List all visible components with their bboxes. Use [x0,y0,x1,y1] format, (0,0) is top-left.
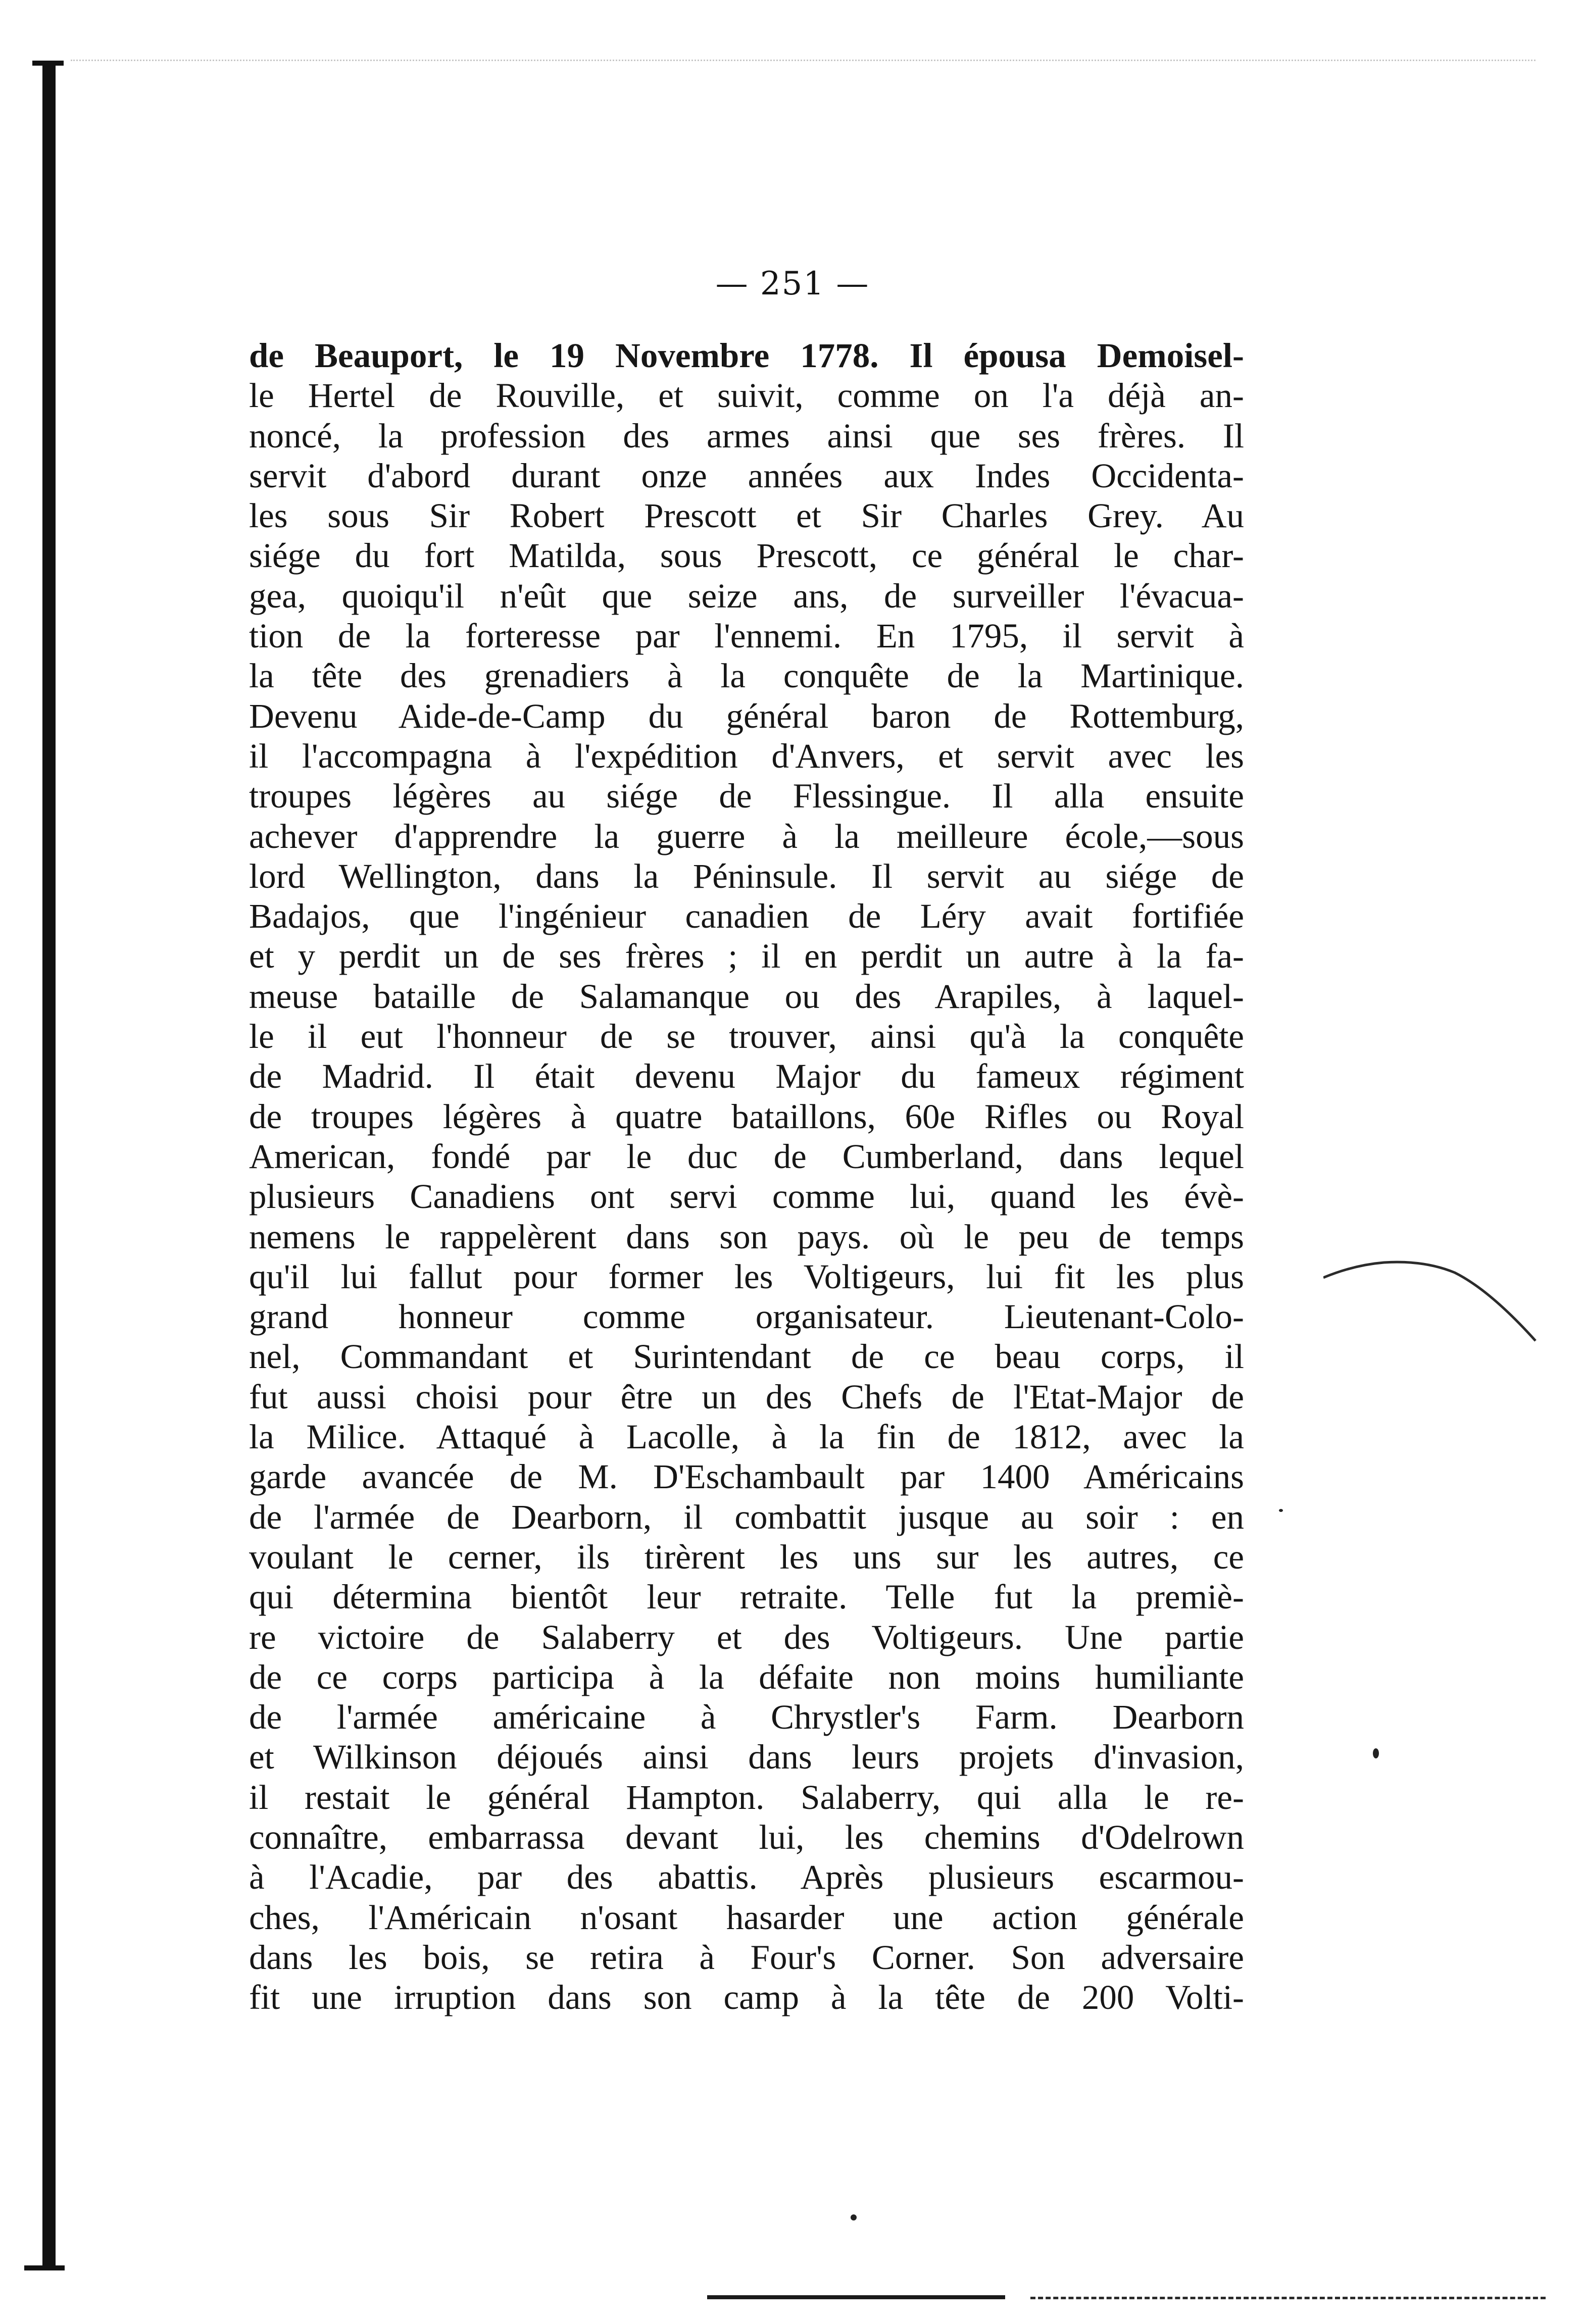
text-line: de troupes légères à quatre bataillons, 60e Rifles ou Royal [249,1097,1244,1136]
binding-tick-top [32,61,64,66]
text-line: de ce corps participa à la défaite non moins humiliante [249,1657,1244,1696]
text-line: garde avancée de M. D'Eschambault par 1400 Américains [249,1457,1244,1496]
text-line: nemens le rappelèrent dans son pays. où le peu de temps [249,1217,1244,1256]
text-line: achever d'apprendre la guerre à la meilleure école,—sous [249,817,1244,855]
text-line: ches, l'Américain n'osant hasarder une action générale [249,1898,1244,1937]
text-line: gea, quoiqu'il n'eût que seize ans, de surveiller l'évacua- [249,576,1244,615]
margin-pen-stroke [1323,1242,1546,1353]
text-line: grand honneur comme organisateur. Lieutenant-Colo- [249,1297,1244,1336]
text-line: fit une irruption dans son camp à la tête de 200 Volti- [249,1978,1244,2017]
stray-mark [1373,1748,1379,1758]
top-scan-noise [71,60,1536,63]
text-line: la Milice. Attaqué à Lacolle, à la fin de 1812, avec la [249,1418,1244,1456]
body-text [249,336,1244,2017]
stray-mark [1279,1509,1283,1512]
text-line: dans les bois, se retira à Four's Corner. Son adversaire [249,1938,1244,1977]
text-line: servit d'abord durant onze années aux Indes Occidenta- [249,456,1244,495]
text-line: qu'il lui fallut pour former les Voltigeurs, lui fit les plus [249,1257,1244,1296]
text-line: Devenu Aide-de-Camp du général baron de Rottemburg, [249,696,1244,735]
text-line: nel, Commandant et Surintendant de ce beau corps, il [249,1337,1244,1376]
text-line: il restait le général Hampton. Salaberry, qui alla le re- [249,1778,1244,1816]
text-line: siége du fort Matilda, sous Prescott, ce général le char- [249,536,1244,575]
text-line: de Beauport, le 19 Novembre 1778. Il épousa Demoisel- [249,336,1244,375]
text-line: meuse bataille de Salamanque ou des Arapiles, à laquel- [249,977,1244,1016]
text-line: fut aussi choisi pour être un des Chefs de l'Etat-Major de [249,1377,1244,1416]
text-line: à l'Acadie, par des abattis. Après plusieurs escarmou- [249,1858,1244,1897]
binding-tick-bottom [24,2265,65,2270]
text-line: lord Wellington, dans la Péninsule. Il servit au siége de [249,856,1244,895]
text-line: et Wilkinson déjoués ainsi dans leurs projets d'invasion, [249,1738,1244,1777]
text-line: American, fondé par le duc de Cumberland, dans lequel [249,1137,1244,1176]
text-line: les sous Sir Robert Prescott et Sir Charles Grey. Au [249,496,1244,535]
text-line: voulant le cerner, ils tirèrent les uns sur les autres, ce [249,1537,1244,1576]
text-line: troupes légères au siége de Flessingue. Il alla ensuite [249,777,1244,816]
text-line: connaître, embarrassa devant lui, les chemins d'Odelrown [249,1817,1244,1856]
text-line: il l'accompagna à l'expédition d'Anvers, et servit avec les [249,736,1244,775]
text-line: qui détermina bientôt leur retraite. Telle fut la premiè- [249,1578,1244,1616]
text-line: de l'armée de Dearborn, il combattit jusque au soir : en [249,1497,1244,1536]
binding-edge [42,61,56,2270]
bottom-scan-noise [1030,2297,1546,2301]
bottom-rule [707,2295,1005,2299]
text-line: et y perdit un de ses frères ; il en perdit un autre à la fa- [249,937,1244,976]
text-line: le Hertel de Rouville, et suivit, comme on l'a déjà an- [249,376,1244,415]
text-line: re victoire de Salaberry et des Voltigeurs. Une partie [249,1618,1244,1656]
stray-mark [851,2214,857,2220]
text-line: le il eut l'honneur de se trouver, ainsi qu'à la conquête [249,1017,1244,1056]
text-line: noncé, la profession des armes ainsi que ses frères. Il [249,416,1244,455]
text-line: de l'armée américaine à Chrystler's Farm. Dearborn [249,1698,1244,1737]
text-line: tion de la forteresse par l'ennemi. En 1795, il servit à [249,617,1244,655]
text-line: de Madrid. Il était devenu Major du fameux régiment [249,1057,1244,1096]
page-number: — 251 — [715,265,870,302]
text-line: la tête des grenadiers à la conquête de la Martinique. [249,656,1244,695]
text-line: plusieurs Canadiens ont servi comme lui, quand les évè- [249,1177,1244,1216]
text-line: Badajos, que l'ingénieur canadien de Léry avait fortifiée [249,897,1244,936]
